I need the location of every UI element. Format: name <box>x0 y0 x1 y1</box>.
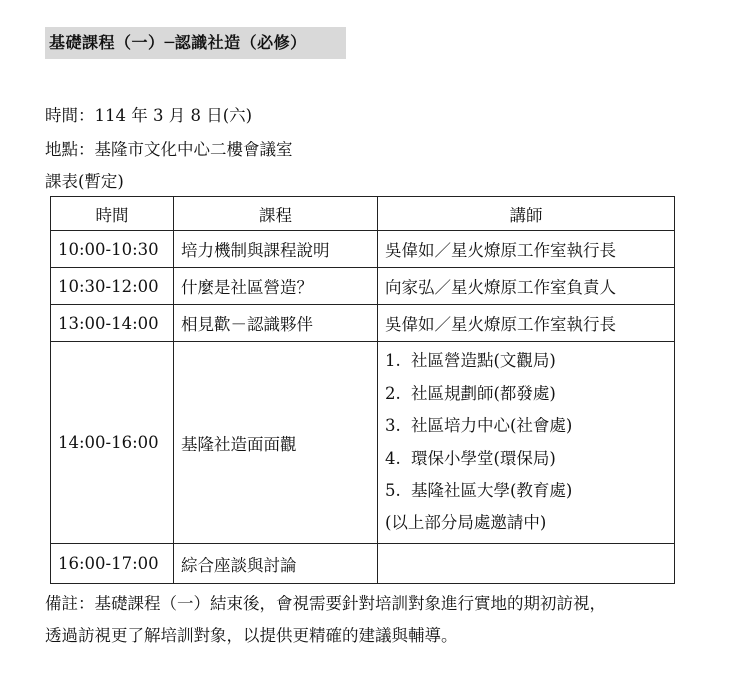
cell-time: 16:00-17:00 <box>51 544 174 584</box>
list-item <box>385 410 674 442</box>
cell-teacher: 吳偉如／星火燎原工作室執行長 <box>378 231 675 268</box>
item-text: 基隆社區大學(教育處) <box>411 480 573 500</box>
cell-course: 基隆社造面面觀 <box>174 342 378 544</box>
cell-time: 14:00-16:00 <box>51 342 174 544</box>
document-heading: 基礎課程（一）─認識社造（必修） <box>45 27 346 59</box>
column-header-course: 課程 <box>174 197 378 231</box>
table-header-row <box>51 197 675 231</box>
item-number: 1. <box>385 351 401 371</box>
topics-note: (以上部分局處邀請中) <box>385 513 547 533</box>
item-text: 社區培力中心(社會處) <box>411 416 573 436</box>
column-header-time: 時間 <box>51 197 174 231</box>
cell-time: 10:00-10:30 <box>51 231 174 268</box>
item-text: 社區營造點(文觀局) <box>411 351 556 371</box>
cell-course: 培力機制與課程說明 <box>174 231 378 268</box>
list-item <box>385 443 674 475</box>
remark-line-1: 備註：基礎課程（一）結束後，會視需要針對培訓對象進行實地的期初訪視， <box>45 594 606 613</box>
item-number: 2. <box>385 383 401 403</box>
item-text: 社區規劃師(都發處) <box>411 383 556 403</box>
table-row <box>51 268 675 305</box>
schedule-label: 課表(暫定) <box>45 172 124 191</box>
item-text: 環保小學堂(環保局) <box>411 448 556 468</box>
cell-topics <box>378 342 675 544</box>
cell-time: 13:00-14:00 <box>51 305 174 342</box>
cell-time: 10:30-12:00 <box>51 268 174 305</box>
item-number: 5. <box>385 480 401 500</box>
list-item <box>385 475 674 507</box>
list-item <box>385 345 674 377</box>
cell-teacher: 吳偉如／星火燎原工作室執行長 <box>378 305 675 342</box>
table-row <box>51 305 675 342</box>
table-row <box>51 342 675 544</box>
table-row <box>51 544 675 584</box>
cell-course: 相見歡－認識夥伴 <box>174 305 378 342</box>
list-item <box>385 378 674 410</box>
item-number: 4. <box>385 448 401 468</box>
table-row <box>51 231 675 268</box>
cell-teacher: 向家弘／星火燎原工作室負責人 <box>378 268 675 305</box>
cell-teacher <box>378 544 675 584</box>
cell-course: 什麼是社區營造？ <box>174 268 378 305</box>
event-time: 時間：114 年 3 月 8 日(六) <box>45 106 253 125</box>
topic-list <box>385 345 674 539</box>
column-header-teacher: 講師 <box>378 197 675 231</box>
item-number: 3. <box>385 416 401 436</box>
cell-course: 綜合座談與討論 <box>174 544 378 584</box>
event-location: 地點：基隆市文化中心二樓會議室 <box>45 140 293 159</box>
remark-line-2: 透過訪視更了解培訓對象，以提供更精確的建議與輔導。 <box>45 626 458 645</box>
schedule-table <box>50 196 675 584</box>
